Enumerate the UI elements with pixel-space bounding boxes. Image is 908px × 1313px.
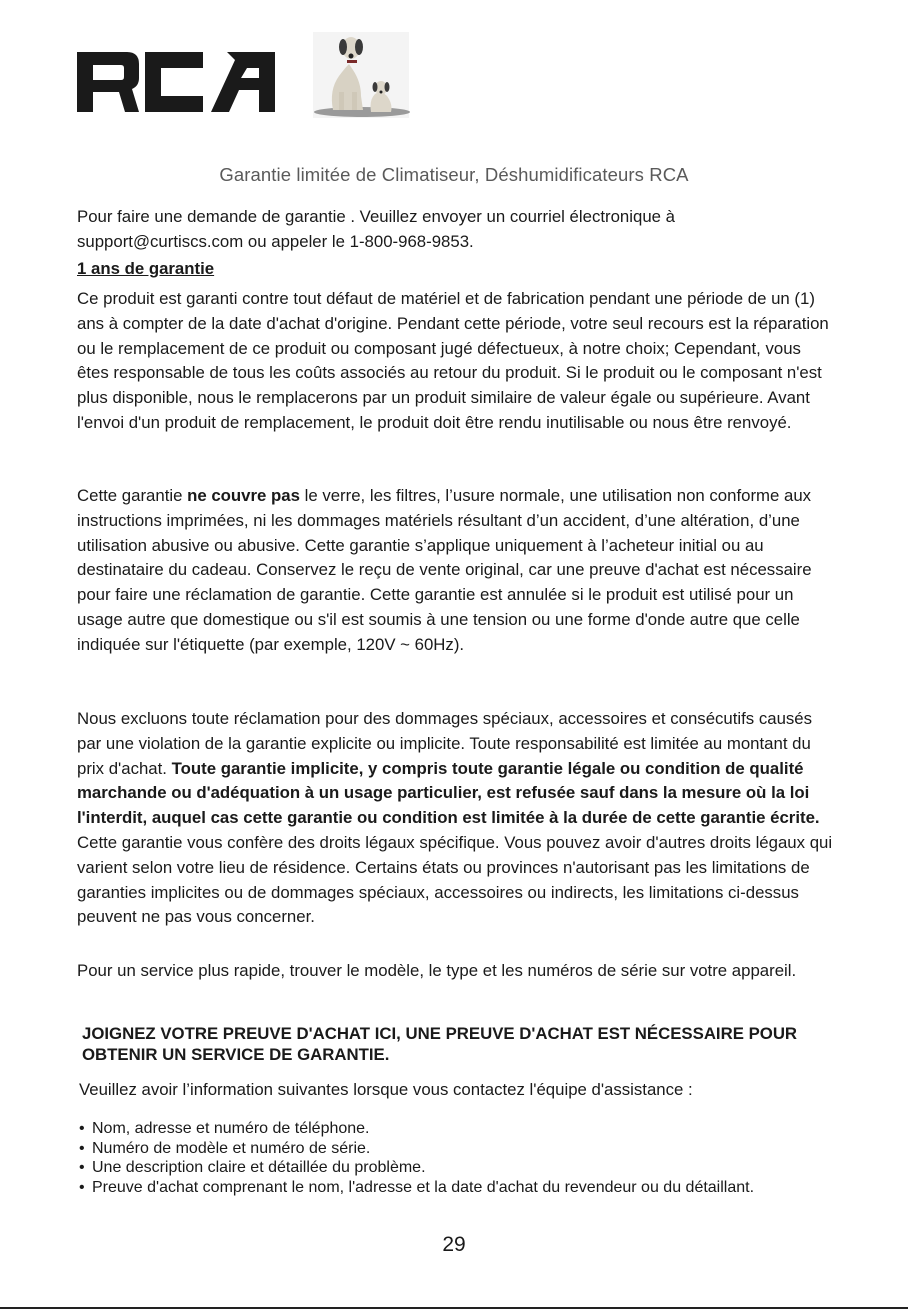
list-item: • Nom, adresse et numéro de téléphone. <box>79 1120 370 1137</box>
proof-of-purchase-notice: JOIGNEZ VOTRE PREUVE D'ACHAT ICI, UNE PREUVE D'ACHAT EST NÉCESSAIRE POUR OBTENIR UN SERVICE DE GARANTIE. <box>82 1024 798 1064</box>
warranty-exclusions-paragraph <box>77 484 837 658</box>
page-number: 29 <box>442 1233 466 1256</box>
exclusions-text-rest: le verre, les filtres, l’usure normale, une utilisation non conforme aux instructions imprimées, ni les dommages matériels résultant d’un accident, d’une altération, d’une utilisation abusive ou abusive. Cette garantie s’applique uniquement à l’acheteur initial ou au destinataire du cadeau. Conservez le reçu de vente original, car une preuve d'achat est nécessaire pour faire une réclamation de garantie. Cette garantie est annulée si le produit est utilisé pour un usage autre que domestique ou s'il est soumis à une tension ou une forme d'onde autre que celle indiquée sur l'étiquette (par exemple, 120V ~ 60Hz). <box>77 486 812 654</box>
bullet-icon: • <box>79 1178 85 1196</box>
liability-text-start: Nous excluons toute réclamation pour des dommages spéciaux, accessoires et consécutifs causés par une violation de la garantie explicite ou implicite. Toute responsabilité est limitée au montant du prix d'achat. <box>77 709 813 778</box>
nipper-dog-illustration <box>313 32 410 118</box>
required-info-list <box>79 1119 812 1197</box>
liability-limitation-paragraph <box>77 707 837 930</box>
bullet-icon: • <box>79 1139 85 1157</box>
bullet-icon: • <box>79 1159 85 1177</box>
exclusions-text-start: Cette garantie <box>77 486 188 505</box>
bullet-icon: • <box>79 1120 85 1137</box>
list-item: • Une description claire et détaillée du problème. <box>79 1159 426 1177</box>
claim-instructions <box>77 205 837 255</box>
footer-divider <box>0 1307 908 1309</box>
warranty-coverage-paragraph: Ce produit est garanti contre tout défaut de matériel et de fabrication pendant une période de un (1) ans à compter de la date d'achat d'origine. Pendant cette période, votre seul recours est la réparation ou le remplacement de ce produit ou composant jugé défectueux, à notre choix; Cependant, vous êtes responsable de tous les coûts associés au retour du produit. Si le produit ou le composant n'est plus disponible, nous le remplacerons par un produit similaire de valeur égale ou supérieure. Avant l'envoi d'un produit de remplacement, le produit doit être rendu inutilisable ou nous être renvoyé. <box>77 289 829 432</box>
claim-instructions-line-1: Pour faire une demande de garantie . Veuillez envoyer un courriel électronique à <box>77 207 675 226</box>
implied-warranty-bold-text: Toute garantie implicite, y compris toute garantie légale ou condition de qualité marchande ou d'adéquation à un usage particulier, est refusée sauf dans la mesure où la loi l'interdit, auquel cas cette garantie ou condition est limitée à la durée de cette garantie écrite. <box>77 758 820 828</box>
faster-service-paragraph: Pour un service plus rapide, trouver le modèle, le type et les numéros de série sur votre appareil. <box>77 961 797 980</box>
list-item: • Preuve d'achat comprenant le nom, l'adresse et la date d'achat du revendeur ou du détaillant. <box>79 1178 755 1196</box>
warranty-heading: 1 ans de garantie <box>77 259 215 278</box>
list-item: • Numéro de modèle et numéro de série. <box>79 1139 371 1157</box>
rca-logo <box>77 30 417 120</box>
rca-wordmark <box>77 52 275 112</box>
claim-instructions-line-2: support@curtiscs.com ou appeler le 1-800-968-9853. <box>77 231 474 251</box>
liability-text-rest: Cette garantie vous confère des droits légaux spécifique. Vous pouvez avoir d'autres droits légaux qui varient selon votre lieu de résidence. Certains états ou provinces n'autorisant pas les limitations de garanties implicites ou de dommages spéciaux, accessoires ou indirects, les limitations ci-dessus peuvent ne pas vous concerner. <box>77 832 833 927</box>
exclusions-bold-text: ne couvre pas <box>187 486 300 505</box>
contact-intro: Veuillez avoir l’information suivantes lorsque vous contactez l'équipe d'assistance : <box>79 1080 693 1099</box>
document-title: Garantie limitée de Climatiseur, Déshumidificateurs RCA <box>219 164 689 185</box>
